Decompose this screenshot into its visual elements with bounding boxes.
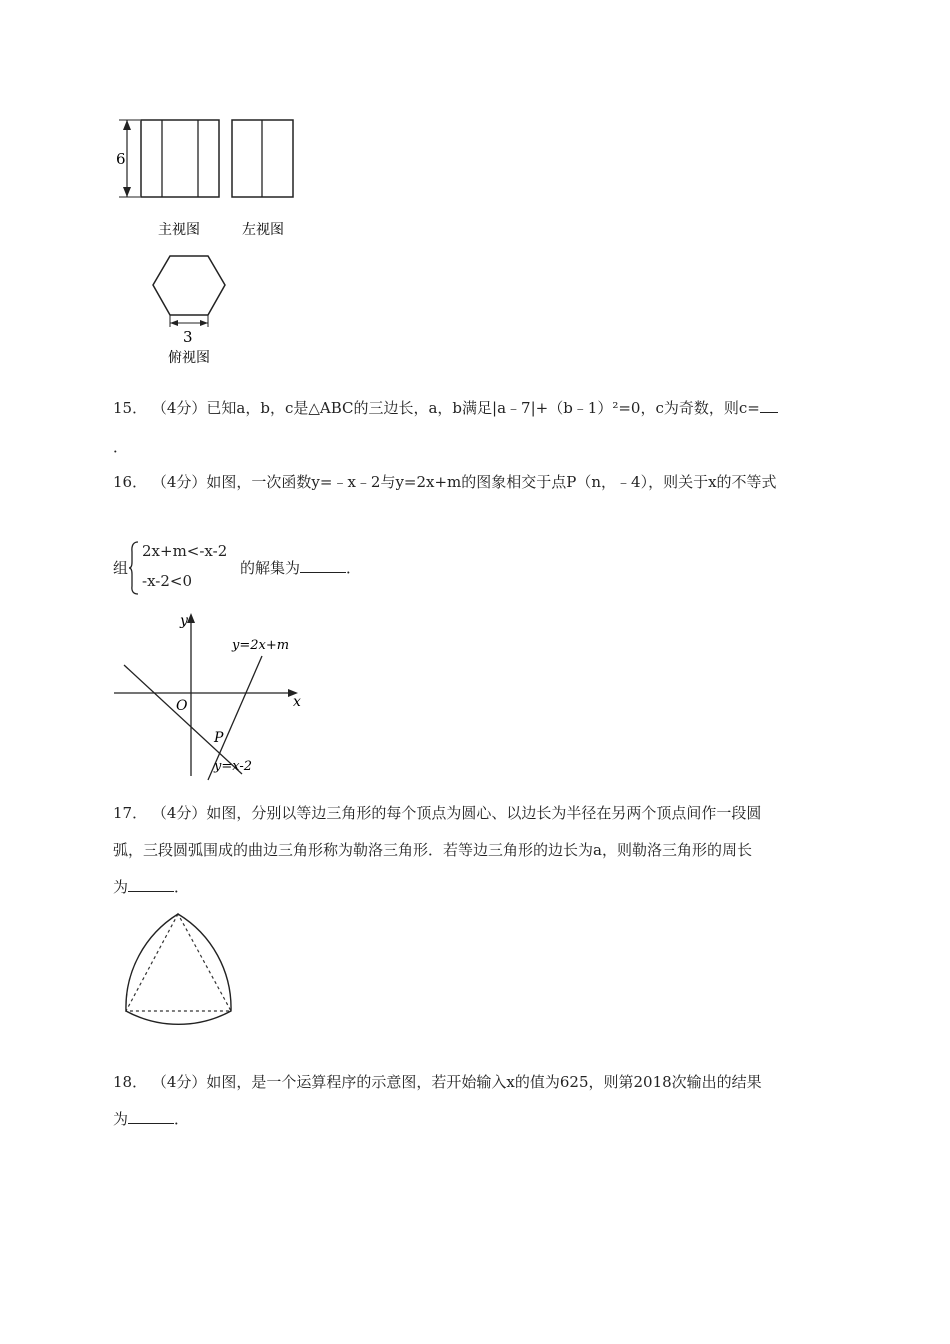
left-view-label: 左视图	[242, 222, 284, 238]
x-axis-label: x	[293, 694, 301, 710]
q17-line2: 弧，三段圆弧围成的曲边三角形称为勒洛三角形．若等边三角形的边长为a，则勒洛三角形的周长	[113, 841, 752, 859]
q16-suffix: 的解集为 ．	[240, 559, 362, 577]
q15-line2: ．	[113, 438, 129, 456]
point-p-label: P	[214, 730, 224, 746]
q18-line1: 18． （4分）如图，是一个运算程序的示意图，若开始输入x的值为625，则第2018次输出的结果	[113, 1073, 762, 1091]
front-view-rect	[141, 120, 219, 197]
top-view-label: 俯视图	[168, 350, 210, 366]
q16-prefix: 组	[113, 559, 129, 577]
q18-line2: 为 ．	[113, 1110, 190, 1128]
answer-blank[interactable]	[760, 398, 778, 413]
origin-label: O	[176, 698, 188, 714]
system-brace	[128, 540, 140, 596]
edge-label: 3	[183, 328, 193, 346]
inequality-2: -x-2<0	[142, 572, 192, 590]
reuleaux-outline	[126, 914, 231, 1024]
dashed-triangle	[126, 914, 231, 1011]
y-axis-label: y	[180, 613, 188, 629]
reuleaux-triangle-figure	[118, 908, 243, 1033]
q17-line3: 为 ．	[113, 878, 190, 896]
linear-functions-graph	[110, 608, 310, 783]
q17-line1: 17． （4分）如图，分别以等边三角形的每个顶点为圆心、以边长为半径在另两个顶点间作一段圆	[113, 804, 762, 822]
hexagon-top-view	[153, 256, 225, 315]
line-y-neg-x-minus-2	[124, 665, 242, 774]
answer-blank[interactable]	[128, 877, 174, 892]
line1-label: y=x-2	[214, 759, 253, 774]
front-view-label: 主视图	[158, 222, 200, 238]
line2-label: y=2x+m	[232, 638, 290, 653]
answer-blank[interactable]	[300, 558, 346, 573]
three-views-figure	[110, 110, 310, 375]
inequality-1: 2x+m<-x-2	[142, 542, 228, 560]
answer-blank[interactable]	[128, 1109, 174, 1124]
height-label: 6	[116, 150, 126, 168]
q15-line1: 15． （4分）已知a，b，c是△ABC的三边长，a，b满足|a﹣7|+（b﹣1）²=0，c为奇数，则c=	[113, 398, 778, 418]
q16-line1: 16． （4分）如图，一次函数y=﹣x﹣2与y=2x+m的图象相交于点P（n，﹣4），则关于x的不等式	[113, 473, 777, 491]
